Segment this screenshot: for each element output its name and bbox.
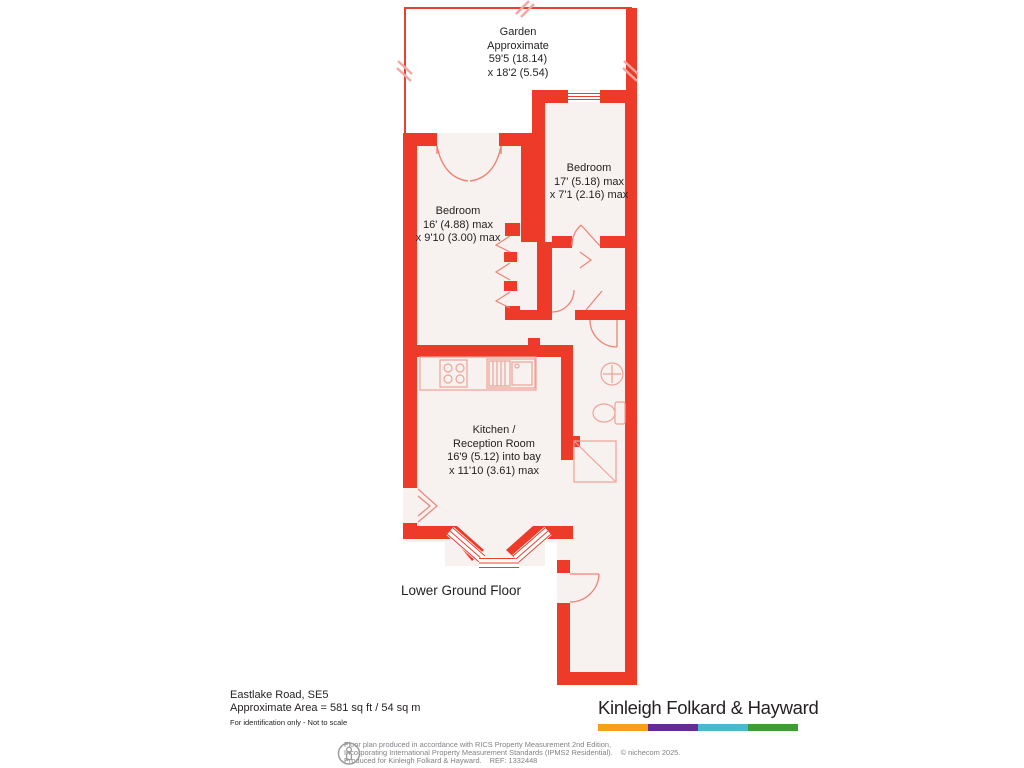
room-name: Kitchen / bbox=[472, 424, 516, 436]
footer-text bbox=[344, 741, 680, 766]
scale-disclaimer: For identification only - Not to scale bbox=[230, 718, 348, 727]
footer-line3 bbox=[344, 757, 680, 765]
bedroom-window bbox=[568, 91, 600, 102]
room-dimension: x 7'1 (2.16) max bbox=[549, 189, 629, 201]
floor-title: Lower Ground Floor bbox=[401, 583, 522, 598]
property-address: Eastlake Road, SE5 bbox=[230, 689, 329, 701]
nichecom-logo-icon bbox=[337, 741, 361, 766]
garden-label bbox=[487, 26, 549, 80]
footer bbox=[337, 741, 680, 766]
footer-copyright: © nichecom 2025. bbox=[620, 748, 681, 758]
room-dimension: x 11'10 (3.61) max bbox=[449, 464, 539, 477]
garden-label-line: x 18'2 (5.54) bbox=[487, 66, 549, 79]
brand-bar-segment bbox=[748, 724, 798, 731]
room-dimension: 17' (5.18) max bbox=[554, 175, 624, 188]
room-name: Bedroom bbox=[566, 162, 612, 174]
brand-color-bar bbox=[598, 724, 798, 731]
garden-label-line: Garden bbox=[499, 26, 537, 38]
room-name: Bedroom bbox=[435, 205, 481, 217]
bedroom-right-label bbox=[550, 162, 629, 203]
approximate-area: Approximate Area = 581 sq ft / 54 sq m bbox=[230, 702, 421, 714]
agency-name: Kinleigh Folkard & Hayward bbox=[598, 697, 819, 718]
garden-label-line: Approximate bbox=[487, 39, 549, 52]
room-dimension: x 9'10 (3.00) max bbox=[415, 232, 501, 244]
brand-bar-segment bbox=[698, 724, 748, 731]
footer-line1: Floor plan produced in accordance with RICS Property Measurement 2nd Edition, bbox=[344, 740, 612, 749]
garden-label-line: 59'5 (18.14) bbox=[488, 53, 548, 65]
property-details bbox=[230, 689, 420, 727]
footer-ipms: Incorporating International Property Measurement Standards (IPMS2 Residential). bbox=[344, 748, 613, 758]
footer-produced-for: Produced for Kinleigh Folkard & Hayward. bbox=[344, 756, 482, 766]
room-dimension: 16' (4.88) max bbox=[423, 218, 493, 231]
room-name: Reception Room bbox=[453, 437, 535, 450]
room-dimension: 16'9 (5.12) into bay bbox=[447, 451, 541, 463]
bedroom-left-label bbox=[416, 205, 501, 246]
brand-bar-segment bbox=[648, 724, 698, 731]
footer-ref: REF: 1332448 bbox=[489, 756, 538, 766]
agency-branding bbox=[598, 697, 819, 731]
brand-bar-segment bbox=[598, 724, 648, 731]
kitchen-reception-label bbox=[447, 424, 541, 478]
